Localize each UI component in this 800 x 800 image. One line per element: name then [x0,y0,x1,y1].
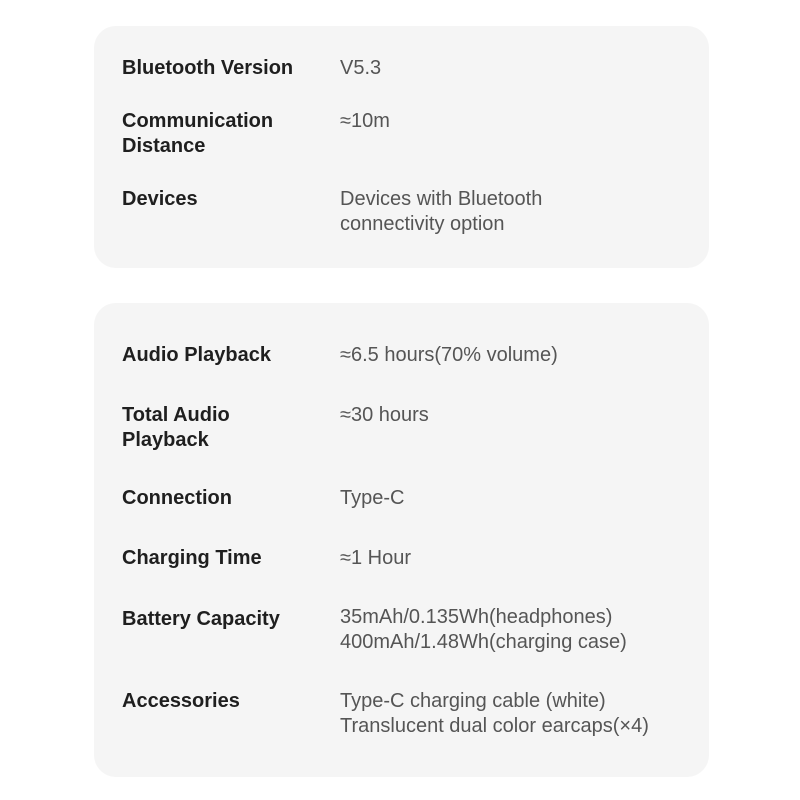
spec-value [340,343,700,368]
spec-value-line: 35mAh/0.135Wh(headphones) [340,606,613,628]
spec-value-line: ≈1 Hour [340,547,412,569]
spec-label: Battery Capacity [122,608,280,630]
spec-value-line: connectivity option [340,213,505,235]
spec-label: Devices [122,188,198,210]
spec-value-line: ≈10m [340,110,390,132]
spec-value [340,605,700,655]
spec-value [340,486,700,511]
spec-value [340,109,700,134]
spec-value-line: 400mAh/1.48Wh(charging case) [340,631,627,653]
spec-label [122,109,322,159]
spec-value [340,187,700,237]
spec-label-line: Communication [122,110,274,132]
spec-value [340,403,700,428]
spec-value-line: Type-C charging cable (white) [340,690,606,712]
spec-value [340,56,700,81]
spec-value [340,546,700,571]
spec-value-line: ≈30 hours [340,404,429,426]
spec-label-line: Total Audio [122,404,230,426]
spec-card-connectivity [94,26,709,268]
spec-label: Connection [122,487,232,509]
spec-value-line: Translucent dual color earcaps(×4) [340,715,649,737]
spec-value-line: V5.3 [340,57,382,79]
spec-card-battery [94,303,709,777]
spec-label: Bluetooth Version [122,57,294,79]
spec-label [122,403,322,453]
spec-label-line: Playback [122,429,209,451]
spec-label: Accessories [122,690,240,712]
spec-label: Audio Playback [122,344,271,366]
spec-label-line: Distance [122,135,206,157]
spec-value-line: ≈6.5 hours(70% volume) [340,344,558,366]
spec-value [340,689,700,739]
spec-value-line: Type-C [340,487,405,509]
spec-label: Charging Time [122,547,262,569]
spec-value-line: Devices with Bluetooth [340,188,543,210]
